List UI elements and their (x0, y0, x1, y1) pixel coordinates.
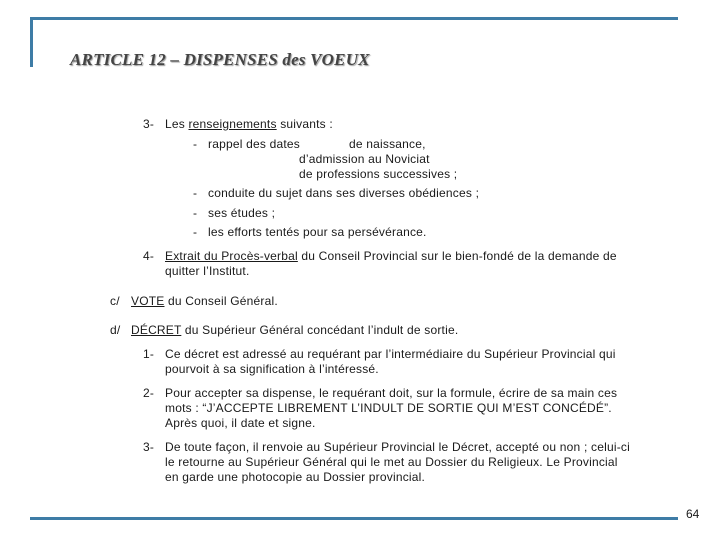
dates-label: rappel des dates (208, 137, 300, 151)
date-item-novitiate: d’admission au Noviciat (299, 152, 430, 166)
bullet-dash: - (193, 206, 198, 220)
bullet-conduct: conduite du sujet dans ses diverses obédiences ; (208, 186, 480, 200)
bullet-dash: - (193, 186, 198, 200)
point-1-line-2: pourvoit à sa signification à l’intéressé. (165, 362, 379, 376)
point-2-number: 2- (143, 386, 155, 400)
point-3-number: 3- (143, 440, 155, 454)
frame-top-rule (30, 17, 678, 20)
item-c-label: c/ (110, 294, 120, 308)
section-4-line-2: quitter l’Institut. (165, 264, 250, 278)
bullet-efforts: les efforts tentés pour sa persévérance. (208, 225, 427, 239)
item-d-label: d/ (110, 323, 121, 337)
slide-title: ARTICLE 12 – DISPENSES des VOEUX (70, 50, 370, 69)
page-number: 64 (686, 507, 700, 521)
date-item-birth: de naissance, (349, 137, 426, 151)
bullet-studies: ses études ; (208, 206, 276, 220)
section-4-number: 4- (143, 249, 155, 263)
section-3-heading: Les renseignements suivants : (165, 117, 333, 131)
dates-dash: - (193, 137, 198, 151)
point-3-line-1: De toute façon, il renvoie au Supérieur Provincial le Décret, accepté ou non ; celui-ci (165, 440, 630, 454)
date-item-professions: de professions successives ; (299, 167, 458, 181)
proces-verbal-underlined: Extrait du Procès-verbal (165, 249, 298, 263)
point-1-number: 1- (143, 347, 155, 361)
item-d-text: DÉCRET du Supérieur Général concédant l’indult de sortie. (131, 323, 459, 337)
item-c-text: VOTE du Conseil Général. (131, 294, 278, 308)
renseignements-underlined: renseignements (188, 117, 277, 131)
point-2-line-2: mots : “J’ACCEPTE LIBREMENT L’INDULT DE SORTIE QUI M’EST CONCÉDÉ”. (165, 401, 612, 415)
point-3-line-2: le retourne au Supérieur Général qui le met au Dossier du Religieux. Le Provincial (165, 455, 618, 469)
frame-left-rule (30, 17, 33, 67)
section-3-number: 3- (143, 117, 155, 131)
vote-underlined: VOTE (131, 294, 165, 308)
section-4-line-1: Extrait du Procès-verbal du Conseil Provincial sur le bien-fondé de la demande de (165, 249, 617, 263)
point-1-line-1: Ce décret est adressé au requérant par l’intermédiaire du Supérieur Provincial qui (165, 347, 616, 361)
frame-bottom-rule (30, 517, 678, 520)
point-2-line-1: Pour accepter sa dispense, le requérant doit, sur la formule, écrire de sa main ces (165, 386, 618, 400)
bullet-dash: - (193, 225, 198, 239)
decret-underlined: DÉCRET (131, 323, 182, 337)
point-3-line-3: en garde une photocopie au Dossier provincial. (165, 470, 426, 484)
point-2-line-3: Après quoi, il date et signe. (165, 416, 316, 430)
